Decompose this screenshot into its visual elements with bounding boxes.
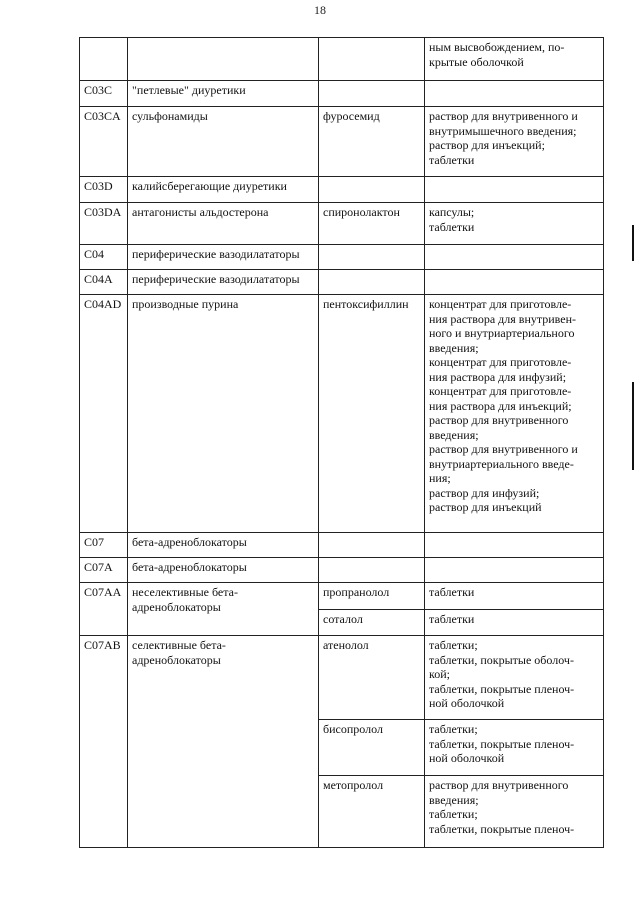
dosage-forms-cell: ным высвобождением, по- крытые оболочкой: [425, 38, 604, 81]
dosage-forms-cell: таблетки; таблетки, покрытые оболоч- кой; таблетки, покрытые пленоч- ной оболочкой: [425, 636, 604, 720]
table-row: [80, 558, 604, 583]
drug-name-cell: метопролол: [319, 776, 425, 848]
atc-code-cell: C07AB: [80, 636, 128, 848]
drug-name-cell: [319, 245, 425, 270]
drug-name-cell: пропранолол: [319, 583, 425, 610]
table-row: [80, 107, 604, 177]
drug-table: [79, 37, 604, 848]
atc-code-cell: C07A: [80, 558, 128, 583]
atc-code-cell: C03DA: [80, 203, 128, 245]
group-name-cell: антагонисты альдостерона: [128, 203, 319, 245]
atc-code-cell: C04AD: [80, 295, 128, 533]
dosage-forms-cell: [425, 270, 604, 295]
dosage-forms-cell: таблетки; таблетки, покрытые пленоч- ной оболочкой: [425, 720, 604, 776]
drug-name-cell: [319, 533, 425, 558]
atc-code-cell: C03CA: [80, 107, 128, 177]
atc-code-cell: C03D: [80, 177, 128, 203]
table-row: [80, 533, 604, 558]
drug-name-cell: [319, 81, 425, 107]
drug-name-cell: фуросемид: [319, 107, 425, 177]
drug-name-cell: [319, 177, 425, 203]
group-name-cell: [128, 38, 319, 81]
dosage-forms-cell: [425, 245, 604, 270]
group-name-cell: селективные бета- адреноблокаторы: [128, 636, 319, 848]
drug-name-cell: спиронолактон: [319, 203, 425, 245]
table-row: [80, 245, 604, 270]
dosage-forms-cell: [425, 558, 604, 583]
atc-code-cell: C03C: [80, 81, 128, 107]
group-name-cell: периферические вазодилататоры: [128, 245, 319, 270]
drug-name-cell: атенолол: [319, 636, 425, 720]
dosage-forms-cell: капсулы; таблетки: [425, 203, 604, 245]
atc-code-cell: [80, 38, 128, 81]
table-row: [80, 177, 604, 203]
table-row: [80, 583, 604, 610]
atc-code-cell: C07: [80, 533, 128, 558]
group-name-cell: неселективные бета- адреноблокаторы: [128, 583, 319, 636]
atc-code-cell: C04: [80, 245, 128, 270]
dosage-forms-cell: таблетки: [425, 583, 604, 610]
table-row: [80, 295, 604, 533]
group-name-cell: "петлевые" диуретики: [128, 81, 319, 107]
table-row: [80, 81, 604, 107]
group-name-cell: производные пурина: [128, 295, 319, 533]
margin-mark: [632, 382, 634, 470]
margin-mark: [632, 225, 634, 261]
dosage-forms-cell: раствор для внутривенного и внутримышечного введения; раствор для инъекций; таблетки: [425, 107, 604, 177]
drug-name-cell: [319, 38, 425, 81]
drug-name-cell: соталол: [319, 610, 425, 636]
group-name-cell: бета-адреноблокаторы: [128, 533, 319, 558]
table-row: [80, 203, 604, 245]
atc-code-cell: C04A: [80, 270, 128, 295]
drug-name-cell: [319, 558, 425, 583]
atc-code-cell: C07AA: [80, 583, 128, 636]
dosage-forms-cell: [425, 81, 604, 107]
table-row: [80, 38, 604, 81]
dosage-forms-cell: таблетки: [425, 610, 604, 636]
group-name-cell: периферические вазодилататоры: [128, 270, 319, 295]
drug-name-cell: пентоксифиллин: [319, 295, 425, 533]
group-name-cell: калийсберегающие диуретики: [128, 177, 319, 203]
dosage-forms-cell: [425, 533, 604, 558]
drug-name-cell: [319, 270, 425, 295]
group-name-cell: сульфонамиды: [128, 107, 319, 177]
table-row: [80, 270, 604, 295]
group-name-cell: бета-адреноблокаторы: [128, 558, 319, 583]
dosage-forms-cell: раствор для внутривенного введения; таблетки; таблетки, покрытые пленоч-: [425, 776, 604, 848]
table-row: [80, 636, 604, 720]
page-number: 18: [314, 3, 326, 17]
dosage-forms-cell: [425, 177, 604, 203]
dosage-forms-cell: концентрат для приготовле- ния раствора для внутривен- ного и внутриартериального введения; концентрат для приготовле- ния раствора для инфузий; концентрат для приготовле- ния раствора для инъекций; раствор для внутривенного введения; раствор для внутривенного и внутриартериального введе- ния; раствор для инфузий; раствор для инъекций: [425, 295, 604, 533]
drug-name-cell: бисопролол: [319, 720, 425, 776]
